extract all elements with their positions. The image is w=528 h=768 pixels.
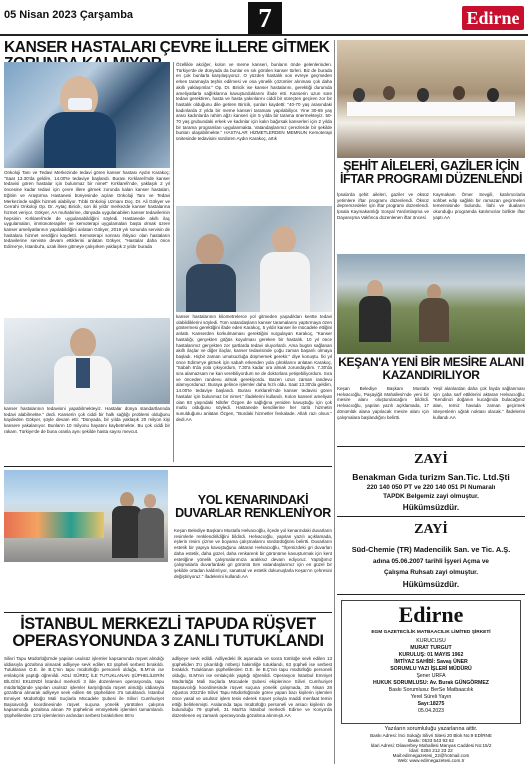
article-iftar-left: İpsala'da şehit aileleri, gaziler ve öksüz yetimlere iftar programı düzenlendi. Öksüz depremzedeler için iftar programı düzenlendi. İpsala Kaymakamlığı Sosyal Yardımlaşma ve Dayanışma Vakfınca düzenlenen iftar öncesi [337, 192, 429, 220]
article-kanser-col2b: kanser hastalarının kilometrelerce yol gitmeden yaşadıkları kentte tedavi olabildiklerini söyledi. Tüm vatandaşların kanser taramalarını yaptırmaya özen göstermesi gerektiğini ifade eden Karakoç, 5 yıldır kanser ile mücadele ettiğini anlattı. Kanserden korkulmaması gerektiğini vurgulayan Karakoç, "Kanser hastalığı, gerçekten göğüs koyulması gereken bir hastalık. 10 yıl önce hastalarımız gerçekten zor şartlarda tedavi oluyorlardı. Ama bugün sağlanan akıllı ilaçlar ve diğer ilaçlar, kanser tedavisinde çoğu zaman başarılı olmaya başladı. Hiçbir zaman umutsuzluğa düşmemek gerekir." diye konuştu. İki yıl önce Edirne'ye gitmek için sabah erkenden yola çıktıklarını anlatan Karakoç, "Sabah 6'da yola çıkıyordum, 7.30'a kadar ora almak zorundaydım. 7.30'da sıra alamazsam ne kan verebiliyordum ne de doktorlara yetişebiliyordum. Sıra ve önceden randevu almak gerekiyordu. Bazen uzun zaman randevu alamıyordunuz. Buraya gelince işlemler daha hızlı oldu. Saat 13.30'da geldim, 14.00'te tedaviye başlandı. Burası Kırklareli'nde kanser tedavisi gören hastalar için bulunmaz bir nimet." ifadelerini kullandı. Kolon kanseri ameliyatı olan 83 yaşındaki Nilüfer Özgen de sağlığına yeniden kavuştuğu için çok mutlu olduğunu söyledi. Hastanede kendilerine her türlü hizmetin sunulduğunu anlatan Özgen, "Burdaki hizmetler fevkalade. Allah razı olsun." dedi.AA [176, 314, 332, 422]
zayi-2-void: Hükümsüzdür. [402, 580, 460, 589]
masthead-line-0: KURUCUSU [416, 638, 446, 644]
masthead-email: Mail:edirnegazetesi_22@hotmail.com [392, 753, 470, 758]
masthead-line-3: İMTİYAZ SAHİBİ: Savaş ÜNER [394, 659, 468, 665]
article-kanser-col2a: Özellikle akciğer, kolon ve meme kanseri, bunların önde gelenlerinden. Türkiye'de de dünyada da bunlar en sık görülen kanser türleri. Biz de burada en çok bunlarla karşılaşıyoruz. O yüzden hastalık son evreye geçmeden erken taramayla teşhis edilmesi ve ona yönelik çözümler alınması çok daha akıllı yaklaşımlar." Op. Dr. Biricik ise kanser hastalarını, gerektiği durumda ameliyatlarla sağlıklarına kavuşturduklarını ifade etti. Kanserin uzun süre tedavi gerektiren, hasta ve hasta yakınlarını ciddi bir süreçten geçiren zor bir hastalık olduğunu dile getiren Biricik, şunları kaydetti: "40-70 yaş arasındaki kadınlarda 2 yılda bir meme kanseri taraması yapılabiliyor. Yine 30-65 yaş arası kadınlarda rahim ağzı kanseri için 5 yılda bir tarama önermekteyiz. 50-70 yaş grubundaki erkek ve kadınlar için kalın bağırsak kanserleri için 2 yılda bir tarama programları uygulanmakta. Vatandaşlarımız çerezlerde bir şekilde bunları ulaşabilmekte." HASTALAR HİZMETLERDEN MEMNUN Kemoterapi ünitesinde tedavisini sürdüren Aydın Karakoç, artık [176, 62, 332, 142]
masthead-line-8: Yerel Süreli Yayın [410, 694, 452, 700]
article-mesire-title: KEŞAN'A YENİ BİR MESİRE ALANI KAZANDIRILIYOR [338, 355, 524, 382]
masthead-company: EGM GAZETECİLİK MATBAACILIK LİMİTED ŞİRKETİ [371, 630, 491, 635]
masthead-line-10: 05.04.2023 [418, 708, 444, 714]
article-duvar-text: Keşan Belediye Başkanı Mustafa Helvacıoğlu, ilçede yol kenarındaki duvarların resimlerle renklendirildiğini bildirdi. Helvacıoğlu, yapılan yazılı açıklamada, eşlerin resim çizme ve boyama çalışmalarını sürdürdüğünü belirtti. Duvarların estetik bir yapıya kavuştuğunu aktaran Helvacıoğlu, "İlçemizdeki gri duvarları daha estetik, daha güzel, daha renkarenk bir görünüme kavuşturmak için kent estetiğine yönelik çalışmalarımıza aralıksız devam ediyoruz. Yaptığımız çalışmalarla duvarlardaki gri görüntü tüm vatandaşlarımız için en güzel bir şekilde ortadan kaldırılıyor, sanatsal ve estetik dokunuşlarla Keşan'ın çehresini değiştiriyoruz." ifadelerini kullandı.AA [174, 528, 332, 579]
masthead-line-6: HUKUK SORUMLUSU: Av. Burak GÜNGÖRMEZ [373, 680, 489, 686]
masthead-line-5: Şener URFA [416, 673, 446, 679]
article-rusvet-col1: Silivri Tapu Müdürlüğü'nde yapılan usulsüz işlemler kapsamında rüşvet alındığı iddiasıyla gözaltına alınarak adliyeye sevk edilen 63 şüpheli serbest bırakıldı. Tutuklanan O.E. ile B.Ç'nin tapu müdürlüğü personeli olduğu, B.M'nin ise emlakçılık yaptığı öğrenildi. ADLİ SÜREÇ İLE TUTUKLANAN ŞÜPHELİLERİN BİLGİSİ EKLENDİ İstanbul merkezli 3 ilde düzenlenen operasyonda, tapu müdürlüğünde yapılan usulsüz işlemler karşılığında rüşvet alındığı iddiasıyla gözaltına alınarak adliyeye sevk edilen 66 şüpheliden 3'ü tutuklandı. İstanbul Emniyet Müdürlüğü Mali Suçlarla Mücadele Şubesi ile Silivri Cumhuriyet Başsavcılığı koordinesinde rüşvet suçuna yönelik yürütülen çalışma kapsamında gözaltına alınan 79 şüphelinin emniyetteki işlemleri tamamlandı. Şüphelilerden 13'ü işlemlerinin ardından serbest bırakılırken 66'sı [4, 656, 164, 719]
masthead-line-7: Baskı Sorumlusu: BerSe Matbaacılık [388, 687, 474, 693]
page-number: 7 [248, 2, 282, 34]
mural-walls-photo [4, 470, 168, 562]
masthead-admin-address: İdari Adresi: Dilaverbey Mahallesi Manyas Caddesi No:15/2 [370, 743, 492, 748]
article-kanser-title: KANSER HASTALARI ÇEVRE İLLERE GİTMEK [4, 39, 330, 56]
mesire-photo [337, 254, 525, 354]
article-iftar-title: ŞEHİT AİLELERİ, GAZİLER İÇİN İFTAR PROGRAMI DÜZENLENDİ [339, 159, 523, 187]
masthead-legal: Yazıların sorumluluğu yazarlarına aittir. [384, 726, 478, 732]
article-mesire-right: Yeşil alanlardan daha çok fayda sağlanması için çaba sarf ettiklerini aktaran Helvacıoğlu, "Kendinizi doğanın kucağında bulacağınız alan, temiz havada zaman geçirmek isteyenlerin uğrak noktası olacak." ifadelerini kullandı.AA [433, 386, 525, 420]
zayi-1-void: Hükümsüzdür. [402, 503, 460, 512]
zayi-1-plate: TAPDK Belgemiz zayi olmuştur. [383, 493, 479, 500]
zayi-1-numbers: 220 140 050 PT ve 220 140 051 PI Numaralı [366, 484, 496, 491]
masthead-website: Web: www.edirnegazetesi.com.tr [397, 758, 465, 763]
article-rusvet-title: İSTANBUL MERKEZLİ TAPUDA RÜŞVET OPERASYONUNDA 3 ZANLI TUTUKLANDI [12, 615, 324, 650]
zayi-1-heading: ZAYİ [414, 452, 448, 467]
zayi-1-company: Benakman Gıda turizm San.Tic. Ltd.Şti [352, 472, 510, 482]
masthead-line-9: Sayı:18275 [417, 701, 445, 707]
article-kanser-col1b: kanser hastalarının tedavisini yapabilmekteyiz. Hastalar dünya standartlarında tedavi alabilmekte." dedi. Kanserin çok ciddi bir halk sağlığı problemi olduğunu kaydeden Gökyer, şöyle devam etti: "Dünyada, bir yılda yaklaşık 20 milyon kişi kansere yakalanıyor. Bunların 10 milyonu hayatını kaybetmekte. Bu çok ciddi bir rakam. Türkiye'de de buna oranla aynı şekilde hasta sayısı mevcut. [4, 406, 170, 434]
masthead [337, 598, 525, 764]
masthead-logo: Edirne [398, 602, 464, 627]
nurse-photo [4, 62, 170, 168]
chemo-patient-photo [176, 206, 332, 312]
article-kanser-col1a: Onkoloji Tanı ve Tedavi Merkezinde tedavi gören kanser hastası Aydın Karakoç; "Saat 13.30'da geldim, 14.00'te tedaviye başlandı. Burası Kırklareli'nde kanser tedavisi gören hastalar için bulunmaz bir nimet" Kırklareli'nde, yaklaşık 2 yıl öncesine kadar tedavi için çevre illere gitmek zorunda kalan kanser hastaları, Eğitim ve Araştırma Hastanesi bünyesinde açılan Onkoloji Tanı ve Tedavi Merkezinde sağlık hizmeti alabiliyor. Tıbbi Onkoloji Uzmanı Doç. Dr. Ali Gökyer ve Cerrahi Onkoloji Op. Dr. Aytaç Biricik, son iki yıldır merkezde kanser hastalarına hizmet veriyor. Gökyer, AA muhabirine, dünyada uygulanabilen kanser tedavilerinin hepsinin Kırklareli'nde de uygulanabildiğini söyledi. Hastanede akıllı ilaç uygulamaları, immünoterapiler ve kemoterapi uygulamaları başta olmak üzere kanser ameliyatlarının yapılabildiğini anlatan Gökyer, 2019 yılı sonunda servisin de hastalara hizmet verdiğini kaydetti. Kemoterapi sonrası ihtiyacı olan hastaların tedavilerine serviste devam ettiklerini anlatan Gökyer, "Hastalar daha önce Edirne'ye, İstanbul'a, uzak illere gitmeye çalışırken yaklaşık 2 yıldır burada [4, 170, 170, 250]
newspaper-logo: Edirne [462, 6, 524, 30]
article-duvar-title: YOL KENARINDAKİ DUVARLAR RENKLENİYOR [175, 493, 331, 521]
masthead-print-address: Baskı Adresi: İnci Sokağı Silivri Sitesi 20 Blok No:9 EDİRNE [370, 733, 492, 738]
article-rusvet-col2: adliyeye sevk edildi. Adliyedeki ilk aşamada ve sonra tümlüğe sevk edilen 13 şüpheliden 3'ü çıkarıldığı nöbetçi hakimliğe tutuklandı, 63 şüpheli ise serbest bırakıldı. Tutuklanan şüphelilerden O.E. ile B.Ç'nin tapu müdürlüğü personeli olduğu, B.M'nin ise emlakçılık yaptığı öğrenildi. Operasyon İstanbul Emniyet Müdürlüğü Mali Suçlarla Mücadele Şubesi ekiplerince Silivri Cumhuriyet Başsavcılığı koordinesinde rüşvet suçuna yönelik çalışmada, 25 Nisan 28 Ağustos 2022'de Silivri Tapu Müdürlüğünde görev yapan bazı kişilerin işlemleri önce yasal ve usulsüz işlem tesis ederek rüşvet yoluyla maddi menfaat temin ettiği belirlenmişti. Aralarında tapu müdürlüğü personeli ve arsacı kişilerin de bulunduğu 79 şüpheli, 31 Mart'ta İstanbul merkezli Edirne ve Konya'da düzenlenen eş zamanlı operasyonda gözaltına alınmıştı.AA [172, 656, 332, 719]
masthead-admin-phone: İdari: 0284 212 23 22 [409, 748, 453, 753]
masthead-line-4: SORUMLU YAZI İŞLERİ MÜDÜRÜ [390, 666, 472, 672]
zayi-2-date: adına 05.06.2007 tarihli İşyeri Açma ve [373, 558, 489, 565]
issue-date: 05 Nisan 2023 Çarşamba [4, 9, 134, 21]
doctor-photo [4, 318, 170, 404]
iftar-photo [337, 40, 525, 158]
page-header [0, 0, 528, 36]
zayi-2-license: Çalışma Ruhsatı zayi olmuştur. [383, 569, 479, 576]
zayi-2-heading: ZAYİ [414, 522, 448, 537]
masthead-line-2: KURULUŞ: 01 MAYIS 1962 [398, 652, 464, 658]
masthead-print-phone: Baskı: 0533 543 93 62 [408, 738, 454, 743]
article-mesire-left: Keşan Belediye Başkanı Mustafa Helvacıoğlu, Paşayiğit Mahallesi'nde yeni bir mesire alanı oluşturulacağını bildirdi. Helvacıoğlu, yapılan yazılı açıklamada, 17 dönümlük alana yapılacak mesire alanı için çalışmalara başlandığını belirtti. [337, 386, 429, 420]
zayi-2-company: Süd-Chemie (TR) Madencilik San. ve Tic. A.Ş. [351, 545, 511, 554]
article-iftar-right: Kaymakam Ömer Sevgili, katılımcılarla sohbet edip sağlıklı bir ramazan geçirmeleri temennisinde bulundu. İlahi ve duaların okunduğu programda katılımcılar birlikte iftar yaptı.AA [433, 192, 525, 220]
masthead-line-1: MURAT TURGUT [410, 645, 452, 651]
